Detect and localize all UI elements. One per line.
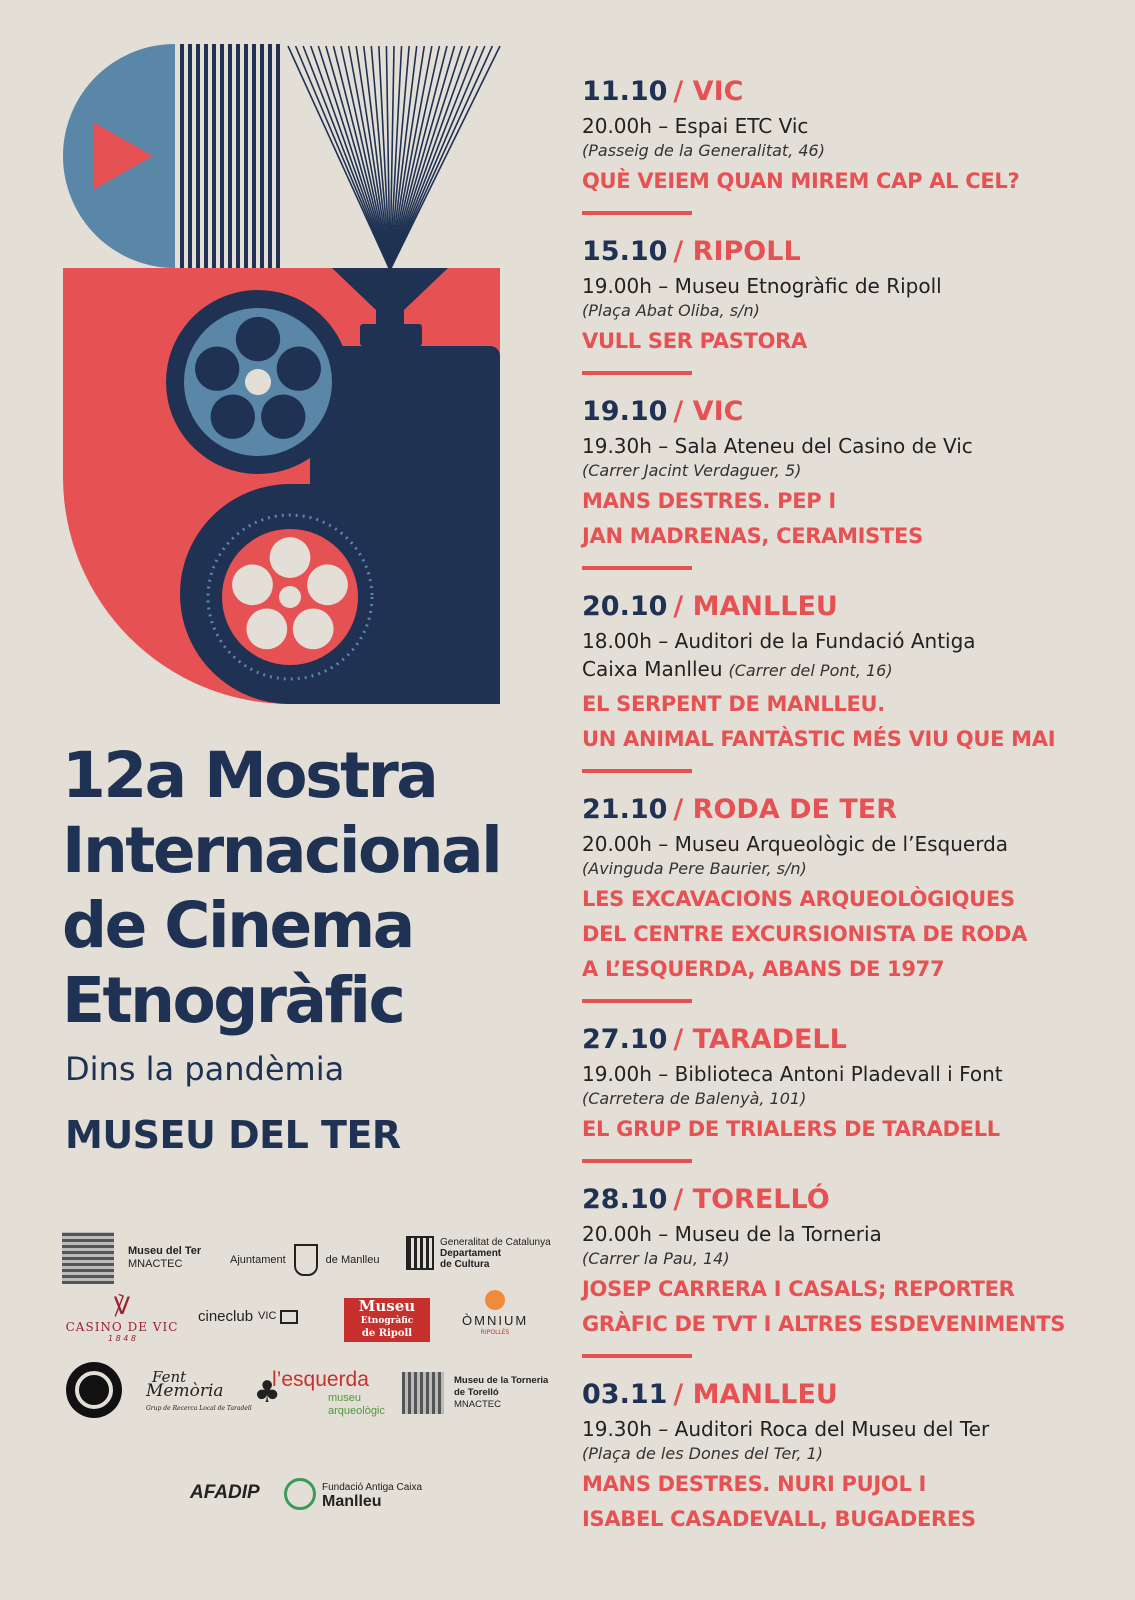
event-time-place: 19.30h – Auditori Roca del Museu del Ter bbox=[582, 1417, 990, 1441]
event-location: / TORELLÓ bbox=[673, 1184, 830, 1215]
event-header bbox=[582, 790, 1122, 830]
event-film-title: ISABEL CASADEVALL, BUGADERES bbox=[582, 1507, 976, 1531]
logo-text: museu bbox=[328, 1392, 362, 1404]
event-film-title: EL SERPENT DE MANLLEU. bbox=[582, 692, 885, 716]
event-address: (Carrer del Pont, 16) bbox=[728, 661, 893, 680]
reel-hole bbox=[211, 395, 255, 439]
logo-text: Grup de Recerca Local de Taradell bbox=[146, 1405, 252, 1412]
projector-illustration bbox=[60, 44, 520, 724]
stripe bbox=[260, 44, 264, 268]
logo-text: Ajuntament bbox=[230, 1253, 286, 1266]
fundacio-antiga-caixa-logo bbox=[284, 1478, 422, 1510]
building-icon bbox=[62, 1232, 114, 1284]
event-date: 03.11 bbox=[582, 1379, 668, 1410]
event-location: / MANLLEU bbox=[673, 1379, 838, 1410]
event-divider bbox=[582, 211, 692, 215]
reel-hole bbox=[195, 347, 239, 391]
sponsor-logos bbox=[62, 1232, 562, 1532]
logo-text: Fundació Antiga Caixa bbox=[322, 1482, 423, 1493]
event-film-title: UN ANIMAL FANTÀSTIC MÉS VIU QUE MAI bbox=[582, 727, 1056, 751]
event-film-title: DEL CENTRE EXCURSIONISTA DE RODA bbox=[582, 922, 1028, 946]
logo-text: CASINO DE VIC bbox=[65, 1320, 179, 1334]
museu-del-ter-logo bbox=[62, 1232, 201, 1284]
subtitle: Dins la pandèmia bbox=[65, 1050, 345, 1088]
schedule-list bbox=[582, 72, 1122, 1535]
logo-text: MNACTEC bbox=[454, 1399, 501, 1410]
camera-icon bbox=[280, 1310, 298, 1324]
logo-text: Manlleu bbox=[322, 1493, 382, 1510]
aperture-badge-logo bbox=[66, 1362, 122, 1418]
event-time-place: 20.00h – Museu de la Torneria bbox=[582, 1222, 882, 1246]
event-time-place: 19.30h – Sala Ateneu del Casino de Vic bbox=[582, 434, 973, 458]
logo-text: de Ripoll bbox=[361, 1328, 413, 1339]
stripe bbox=[188, 44, 192, 268]
tree-icon: ♣ bbox=[253, 1374, 281, 1410]
logo-text: de Torelló bbox=[454, 1387, 499, 1398]
afadip-logo bbox=[190, 1482, 260, 1504]
event-divider bbox=[582, 371, 692, 375]
event-header bbox=[582, 1020, 1122, 1060]
event-address: (Carretera de Balenyà, 101) bbox=[582, 1089, 807, 1108]
shield-icon bbox=[294, 1244, 318, 1276]
reel-hole bbox=[307, 564, 348, 605]
event-date: 28.10 bbox=[582, 1184, 668, 1215]
title-line: Internacional bbox=[62, 814, 501, 887]
event-item bbox=[582, 232, 1122, 357]
logo-text: cineclub bbox=[198, 1308, 254, 1325]
stripe bbox=[236, 44, 240, 268]
building-icon bbox=[402, 1372, 444, 1414]
reel-hole bbox=[293, 609, 334, 650]
casino-de-vic-logo bbox=[62, 1292, 182, 1344]
event-film-title: VULL SER PASTORA bbox=[582, 329, 807, 353]
logo-text: Etnogràfic bbox=[360, 1316, 414, 1326]
event-item bbox=[582, 72, 1122, 197]
logo-text: Departament bbox=[440, 1247, 502, 1259]
logo-text: AFADIP bbox=[190, 1482, 260, 1503]
event-film-title: QUÈ VEIEM QUAN MIREM CAP AL CEL? bbox=[582, 169, 1020, 193]
logo-text: arqueològic bbox=[328, 1405, 385, 1417]
event-divider bbox=[582, 1354, 692, 1358]
omnium-logo bbox=[462, 1290, 528, 1338]
event-divider bbox=[582, 1159, 692, 1163]
event-film-title: JOSEP CARRERA I CASALS; REPORTER bbox=[582, 1277, 1015, 1301]
event-item bbox=[582, 392, 1122, 552]
logo-text: Fent bbox=[152, 1368, 187, 1386]
event-film-title: LES EXCAVACIONS ARQUEOLÒGIQUES bbox=[582, 887, 1015, 911]
event-time-place: 18.00h – Auditori de la Fundació Antiga bbox=[582, 629, 976, 653]
logo-text: Museu del Ter bbox=[128, 1245, 202, 1257]
event-address: (Plaça Abat Oliba, s/n) bbox=[582, 301, 760, 320]
event-film-title: A L’ESQUERDA, ABANS DE 1977 bbox=[582, 957, 945, 981]
generalitat-logo bbox=[406, 1236, 551, 1270]
logo-text: l’esquerda bbox=[272, 1368, 369, 1391]
event-film-title: EL GRUP DE TRIALERS DE TARADELL bbox=[582, 1117, 1000, 1141]
stripe bbox=[268, 44, 272, 268]
event-item bbox=[582, 587, 1122, 755]
ajuntament-manlleu-logo bbox=[230, 1244, 379, 1276]
stripe bbox=[220, 44, 224, 268]
event-address: (Carrer Jacint Verdaguer, 5) bbox=[582, 461, 802, 480]
omnium-icon bbox=[485, 1290, 505, 1310]
event-item bbox=[582, 1020, 1122, 1145]
festival-title bbox=[62, 738, 582, 1038]
event-header bbox=[582, 232, 1122, 272]
stripe bbox=[196, 44, 200, 268]
event-date: 27.10 bbox=[582, 1024, 668, 1055]
logo-text: 1 8 4 8 bbox=[108, 1334, 136, 1343]
event-address: (Avinguda Pere Baurier, s/n) bbox=[582, 859, 807, 878]
event-item bbox=[582, 1180, 1122, 1340]
camera-aperture-icon bbox=[66, 1362, 122, 1418]
event-film-title: JAN MADRENAS, CERAMISTES bbox=[582, 524, 923, 548]
event-location: / RODA DE TER bbox=[673, 794, 898, 825]
event-address: (Plaça de les Dones del Ter, 1) bbox=[582, 1444, 824, 1463]
event-item bbox=[582, 790, 1122, 985]
event-header bbox=[582, 392, 1122, 432]
title-line: Etnogràfic bbox=[62, 964, 404, 1037]
casino-emblem-icon: ℣ bbox=[113, 1292, 131, 1320]
fundacio-icon bbox=[284, 1478, 316, 1510]
event-header bbox=[582, 587, 1122, 627]
stripe bbox=[276, 44, 280, 268]
event-location: / RIPOLL bbox=[673, 236, 801, 267]
stripe bbox=[244, 44, 248, 268]
logo-text: de Cultura bbox=[440, 1258, 490, 1270]
logo-text: Generalitat de Catalunya bbox=[440, 1236, 551, 1248]
event-film-title: GRÀFIC DE TVT I ALTRES ESDEVENIMENTS bbox=[582, 1312, 1066, 1336]
event-date: 21.10 bbox=[582, 794, 668, 825]
museu-etnografic-ripoll-logo bbox=[344, 1298, 430, 1342]
logo-text: RIPOLLÈS bbox=[480, 1329, 510, 1336]
event-header bbox=[582, 1375, 1122, 1415]
event-time-place: 20.00h – Espai ETC Vic bbox=[582, 114, 809, 138]
reel-hole bbox=[277, 347, 321, 391]
event-divider bbox=[582, 769, 692, 773]
lens-base bbox=[360, 324, 422, 346]
stripe bbox=[180, 44, 184, 268]
event-location: / MANLLEU bbox=[673, 591, 838, 622]
fent-memoria-logo bbox=[146, 1370, 281, 1414]
event-time-place: 19.00h – Biblioteca Antoni Pladevall i Font bbox=[582, 1062, 1003, 1086]
event-divider bbox=[582, 999, 692, 1003]
logo-text: Museu de la Torneria bbox=[454, 1375, 549, 1386]
stripe bbox=[204, 44, 208, 268]
logo-text: Memòria bbox=[146, 1381, 224, 1401]
event-time-place-cont bbox=[582, 655, 1122, 685]
logo-text: MNACTEC bbox=[128, 1258, 183, 1270]
event-film-title: MANS DESTRES. PEP I bbox=[582, 489, 836, 513]
logo-text: de Manlleu bbox=[325, 1253, 380, 1266]
event-date: 19.10 bbox=[582, 396, 668, 427]
event-divider bbox=[582, 566, 692, 570]
event-date: 11.10 bbox=[582, 76, 668, 107]
esquerda-logo bbox=[272, 1368, 385, 1418]
stripe bbox=[228, 44, 232, 268]
reel-hole bbox=[232, 564, 273, 605]
vertical-stripes bbox=[180, 44, 280, 268]
generalitat-stripes-icon bbox=[406, 1236, 434, 1270]
event-film-title: MANS DESTRES. NURI PUJOL I bbox=[582, 1472, 927, 1496]
reel-hole bbox=[236, 317, 280, 361]
logo-text: Museu bbox=[358, 1297, 416, 1315]
reel-hole bbox=[270, 537, 311, 578]
event-time-place-2: Caixa Manlleu bbox=[582, 657, 723, 681]
event-header bbox=[582, 1180, 1122, 1220]
event-location: / VIC bbox=[673, 76, 744, 107]
event-address: (Passeig de la Generalitat, 46) bbox=[582, 141, 825, 160]
event-location: / VIC bbox=[673, 396, 744, 427]
reel-hole bbox=[261, 395, 305, 439]
event-date: 15.10 bbox=[582, 236, 668, 267]
event-header bbox=[582, 72, 1122, 112]
event-time-place: 19.00h – Museu Etnogràfic de Ripoll bbox=[582, 274, 942, 298]
event-address: (Carrer la Pau, 14) bbox=[582, 1249, 730, 1268]
logo-text: ÒMNIUM bbox=[462, 1313, 529, 1328]
stripe bbox=[212, 44, 216, 268]
cineclub-vic-logo bbox=[198, 1308, 298, 1325]
logo-text: VIC bbox=[258, 1310, 277, 1322]
venue-title: MUSEU DEL TER bbox=[65, 1113, 401, 1157]
title-line: 12a Mostra bbox=[62, 739, 437, 812]
stripe bbox=[252, 44, 256, 268]
reel-hole bbox=[246, 609, 287, 650]
event-item bbox=[582, 1375, 1122, 1535]
event-time-place: 20.00h – Museu Arqueològic de l’Esquerda bbox=[582, 832, 1009, 856]
event-location: / TARADELL bbox=[673, 1024, 847, 1055]
event-date: 20.10 bbox=[582, 591, 668, 622]
title-line: de Cinema bbox=[62, 889, 413, 962]
museu-torneria-logo bbox=[402, 1372, 548, 1414]
